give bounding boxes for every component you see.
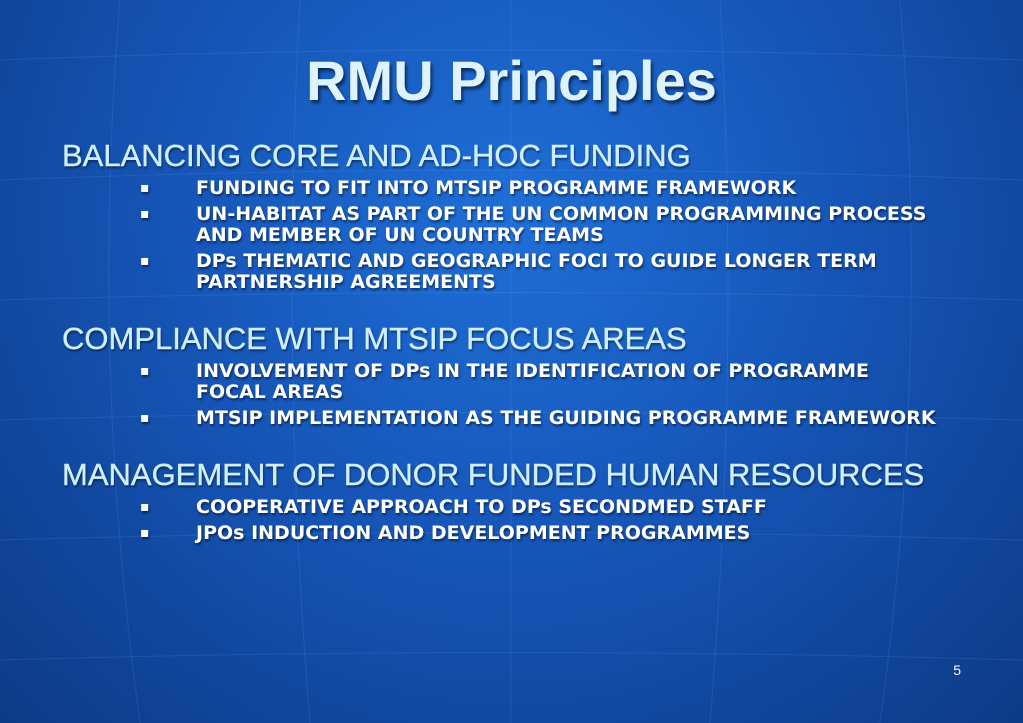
section-compliance	[62, 323, 962, 429]
bullet-list	[62, 361, 962, 429]
square-bullet-icon: ▪	[140, 206, 150, 222]
square-bullet-icon: ▪	[140, 499, 150, 515]
square-bullet-icon: ▪	[140, 525, 150, 541]
bullet-item	[62, 408, 936, 429]
bullet-text: COOPERATIVE APPROACH TO DPs SECONDMED STAFF	[196, 496, 767, 518]
bullet-item	[62, 497, 936, 518]
section-heading: COMPLIANCE WITH MTSIP FOCUS AREAS	[62, 321, 687, 356]
bullet-text: DPs THEMATIC AND GEOGRAPHIC FOCI TO GUIDE LONGER TERM PARTNERSHIP AGREEMENTS	[196, 250, 877, 293]
page-number: 5	[953, 662, 961, 678]
section-heading: MANAGEMENT OF DONOR FUNDED HUMAN RESOURCES	[62, 457, 925, 492]
section-human-resources	[62, 459, 962, 544]
slide-content	[62, 140, 962, 574]
bullet-item	[62, 361, 936, 403]
square-bullet-icon: ▪	[140, 410, 150, 426]
section-funding	[62, 140, 962, 293]
slide-title: RMU Principles	[306, 49, 717, 112]
bullet-list	[62, 497, 962, 544]
section-heading: BALANCING CORE AND AD-HOC FUNDING	[62, 138, 691, 173]
square-bullet-icon: ▪	[140, 363, 150, 379]
square-bullet-icon: ▪	[140, 180, 150, 196]
bullet-list	[62, 178, 962, 293]
bullet-item	[62, 178, 936, 199]
bullet-item	[62, 204, 936, 246]
bullet-text: JPOs INDUCTION AND DEVELOPMENT PROGRAMMES	[196, 522, 751, 544]
bullet-text: UN-HABITAT AS PART OF THE UN COMMON PROGRAMMING PROCESS AND MEMBER OF UN COUNTRY TEAMS	[196, 203, 927, 246]
square-bullet-icon: ▪	[140, 253, 150, 269]
bullet-text: FUNDING TO FIT INTO MTSIP PROGRAMME FRAMEWORK	[196, 177, 797, 199]
bullet-item	[62, 523, 936, 544]
bullet-text: INVOLVEMENT OF DPs IN THE IDENTIFICATION OF PROGRAMME FOCAL AREAS	[196, 360, 869, 403]
bullet-item	[62, 251, 936, 293]
bullet-text: MTSIP IMPLEMENTATION AS THE GUIDING PROGRAMME FRAMEWORK	[196, 407, 936, 429]
